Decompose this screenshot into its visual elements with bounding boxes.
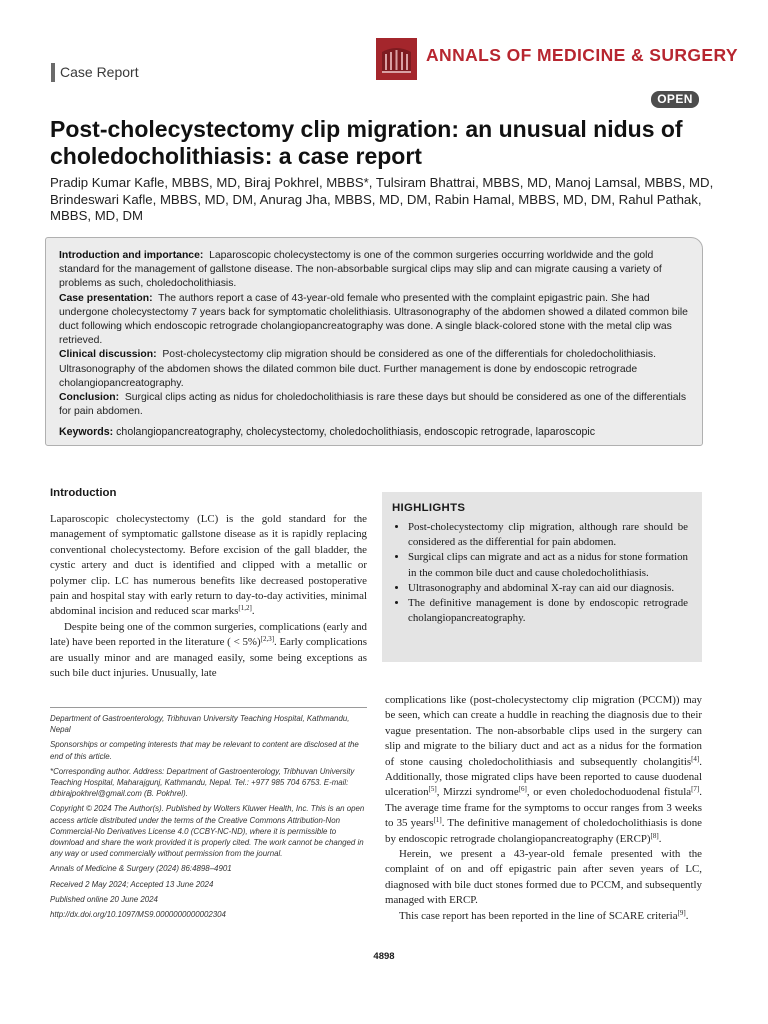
journal-name: ANNALS OF MEDICINE & SURGERY xyxy=(426,45,738,65)
introduction-heading: Introduction xyxy=(50,487,117,499)
highlight-item: • The definitive management is done by endoscopic retrograde cholangiopancreatography. xyxy=(408,596,688,626)
citation-ref[interactable]: [9] xyxy=(677,908,686,917)
abstract-case-presentation xyxy=(59,292,692,349)
keywords-text: cholangiopancreatography, cholecystectomy, choledocholithiasis, endoscopic retrograde, laparoscopic xyxy=(116,426,596,439)
citation-ref[interactable]: [5] xyxy=(428,785,437,794)
highlight-item: • Post-cholecystectomy clip migration, although rare should be considered as the differential for pain abdomen. xyxy=(408,520,688,550)
doi-link[interactable]: http://dx.doi.org/10.1097/MS9.0000000000002304 xyxy=(50,910,226,920)
citation-ref[interactable]: [7] xyxy=(691,785,700,794)
keywords xyxy=(59,425,692,439)
citation-ref[interactable]: [1] xyxy=(433,816,442,825)
logo-emblem-icon xyxy=(376,38,417,80)
keywords-label: Keywords: xyxy=(59,426,114,439)
highlights-box xyxy=(382,492,702,662)
abstract-heading: Clinical discussion: xyxy=(59,349,157,361)
abstract-heading: Conclusion: xyxy=(59,392,120,404)
highlights-heading: HIGHLIGHTS xyxy=(392,502,466,514)
article-title: Post-cholecystectomy clip migration: an unusual nidus of choledocholithiasis: a case report xyxy=(50,116,683,169)
citation-ref[interactable]: [6] xyxy=(518,785,527,794)
abstract-text: Surgical clips acting as nidus for choledocholithiasis is rare these days but should be considered as one of the differentials for pain abdomen. xyxy=(59,392,687,418)
paragraph: Despite being one of the common surgeries, complications (early and late) have been reported in the literature ( < 5%)[2,3]. Early complications are usually minor and are managed easily, some being exceptions as such bile duct injuries. Unusually, late xyxy=(50,620,367,680)
abstract-introduction xyxy=(59,249,692,292)
abstract-heading: Introduction and importance: xyxy=(59,250,204,261)
introduction-body xyxy=(50,512,367,681)
citation-ref[interactable]: [4] xyxy=(691,754,700,763)
citation-ref[interactable]: [1,2] xyxy=(238,604,252,613)
highlight-item: • Ultrasonography and abdominal X-ray can aid our diagnosis. xyxy=(408,581,688,596)
paragraph: Herein, we present a 43-year-old female presented with the complaint of on and off epigastric pain after seven years of LC, diagnosed with bile duct stones formed due to PCCM, and subsequently managed with ERCP. xyxy=(385,848,702,907)
paragraph: This case report has been reported in the line of SCARE criteria[9]. xyxy=(399,908,689,922)
abstract-text: Post-cholecystectomy clip migration should be considered as one of the differentials for choledocholithiasis. Ultrasonography of the abdomen shows the dilated common bile duct. Further management is done by endoscopic retrograde cholangiopancreatography. xyxy=(59,349,657,389)
footnote-sponsorship: Sponsorships or competing interests that may be relevant to content are disclosed at the end of this article. xyxy=(50,740,359,761)
footnote-divider xyxy=(50,707,367,708)
footnote-copyright: Copyright © 2024 The Author(s). Published by Wolters Kluwer Health, Inc. This is an open access article distributed under the terms of the Creative Commons Attribution-Non Commercial-No Derivatives License 4.0 (CCBY-NC-ND), where it is permissible to download and share the work provided it is properly cited. The work cannot be changed in any way or used commercially without permission from the journal. xyxy=(50,804,365,859)
abstract-box xyxy=(45,237,703,446)
journal-logo xyxy=(376,38,417,80)
author-list: Pradip Kumar Kafle, MBBS, MD, Biraj Pokhrel, MBBS*, Tulsiram Bhattrai, MBBS, MD, Manoj Lamsal, MBBS, MD, Brindeswari Kafle, MBBS, MD, DM, Anurag Jha, MBBS, MD, DM, Rabin Hamal, MBBS, MD, DM, Rahul Pathak, MBBS, MD, DM xyxy=(50,175,714,223)
footnote-published: Published online 20 June 2024 xyxy=(50,894,158,904)
footnote-citation: Annals of Medicine & Surgery (2024) 86:4898–4901 xyxy=(50,864,232,874)
page-number: 4898 xyxy=(373,951,395,962)
abstract-clinical-discussion xyxy=(59,348,692,391)
paragraph: complications like (post-cholecystectomy clip migration (PCCM)) may be seen, which can create a huddle in reaching the diagnosis due to their vague presentation. The non-absorbable clips used in the surgery can slip and migrate to the biliary duct and act as a nidus for the formation of stone causing choledocholithiasis and subsequently cholangitis[4]. Additionally, those migrated clips have been reported to cause duodenal ulceration[5], Mirzzi syndrome[6], or even choledochoduodenal fistula[7]. The average time frame for the symptoms to occur ranges from 3 weeks to 35 years[1]. The definitive management of choledocholithiasis is done by endoscopic retrograde cholangiopancreatography (ERCP)[8]. xyxy=(385,694,702,845)
footnote-corresponding: *Corresponding author. Address: Department of Gastroenterology, Tribhuvan University Teaching Hospital, Maharajgunj, Kathmandu, Nepal. Tel.: +977 985 704 6753. E-mail: drbirajpokhrel@gmail.com (B. Pokhrel). xyxy=(50,766,355,799)
abstract-text: The authors report a case of 43-year-old female who presented with the complaint epigastric pain. She had undergone cholecystectomy 7 years back for symptomatic cholelithiasis. Ultrasonography of the abdomen showed a dilated common bile duct following which endoscopic retrograde cholangiopancreatography was done. A single black-colored stone with the metal clip was retrieved. xyxy=(59,292,688,347)
right-column-body xyxy=(385,693,702,924)
open-access-badge: OPEN xyxy=(651,91,699,108)
footnotes xyxy=(50,713,367,924)
highlight-item: • Surgical clips can migrate and act as a nidus for stone formation in the common bile duct and cause choledocholithiasis. xyxy=(408,550,688,580)
abstract-heading: Case presentation: xyxy=(59,292,153,304)
abstract-text: Laparoscopic cholecystectomy is one of the common surgeries occurring worldwide and the gold standard for the management of gallstone disease. The non-absorbable surgical clips may slip and can migrate causing a variety of problems as such, choledocholithiasis. xyxy=(59,250,662,290)
paragraph: Laparoscopic cholecystectomy (LC) is the gold standard for the management of symptomatic gallstone disease as it is rapidly replacing conventional cholecystectomy. Before excision of the gall bladder, the cystic artery and duct is identified and clipped with a metallic or polymer clip. LC has numerous benefits like decreased postoperative pain and hospital stay with early return to day-to-day activities, minimal abdominal incision and reduced scar marks[1,2]. xyxy=(50,513,367,618)
section-label: Case Report xyxy=(51,63,139,82)
footnote-affiliation: Department of Gastroenterology, Tribhuvan University Teaching Hospital, Kathmandu, Nepal xyxy=(50,714,350,735)
abstract-conclusion xyxy=(59,391,692,419)
footnote-received: Received 2 May 2024; Accepted 13 June 2024 xyxy=(50,879,214,889)
citation-ref[interactable]: [2,3] xyxy=(260,635,275,644)
highlights-list xyxy=(392,520,688,626)
citation-ref[interactable]: [8] xyxy=(650,831,659,840)
